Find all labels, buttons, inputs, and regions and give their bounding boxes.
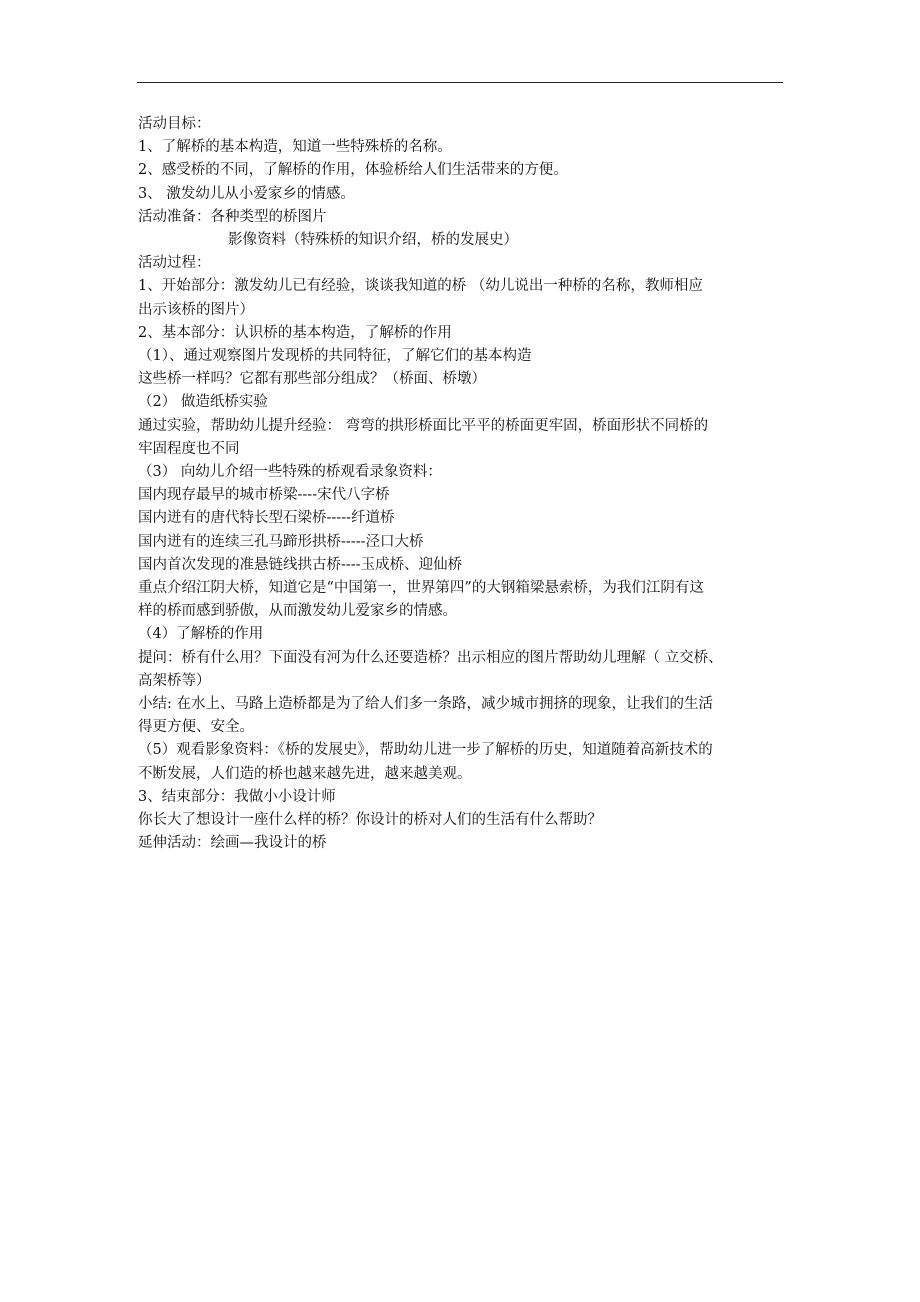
substep-3: （3） 向幼儿介绍一些特殊的桥观看录象资料： — [138, 464, 442, 481]
question-line-1: 提问：桥有什么用？下面没有河为什么还要造桥？出示相应的图片帮助幼儿理解（ 立交桥、 — [138, 649, 723, 666]
process-step-1-line-2: 出示该桥的图片） — [138, 301, 254, 318]
preparation-item-video: 影像资料（特殊桥的知识介绍，桥的发展史） — [228, 232, 518, 249]
section-heading-goals: 活动目标： — [138, 116, 211, 132]
bridge-item-4: 国内首次发现的准悬链线拱古桥----玉成桥、迎仙桥 — [138, 556, 463, 573]
process-step-2: 2、基本部分：认识桥的基本构造，了解桥的作用 — [138, 324, 452, 341]
header-rule — [137, 82, 783, 83]
jiangyin-bridge-line-2: 样的桥而感到骄傲，从而激发幼儿爱家乡的情感。 — [138, 603, 457, 620]
process-step-1-line-1: 1、开始部分：激发幼儿已有经验，谈谈我知道的桥 （幼儿说出一种桥的名称，教师相应 — [138, 278, 703, 295]
summary-line-1: 小结: 在水上、马路上造桥都是为了给人们多一条路，减少城市拥挤的现象，让我们的生活 — [138, 696, 713, 713]
substep-2-text-line-1: 通过实验，帮助幼儿提升经验： 弯弯的拱形桥面比平平的桥面更牢固，桥面形状不同桥的 — [138, 417, 709, 434]
design-question: 你长大了想设计一座什么样的桥？你设计的桥对人们的生活有什么帮助？ — [138, 812, 602, 829]
goal-item-3: 3、 激发幼儿从小爱家乡的情感。 — [138, 185, 355, 202]
substep-5-line-1: （5）观看影象资料：《桥的发展史》，帮助幼儿进一步了解桥的历史，知道随着高新技术的 — [138, 742, 713, 759]
summary-line-2: 得更方便、安全。 — [138, 719, 254, 736]
goal-item-1: 1、了解桥的基本构造，知道一些特殊桥的名称。 — [138, 139, 452, 156]
substep-1-question: 这些桥一样吗？它都有那些部分组成？（桥面、桥墩） — [138, 371, 486, 388]
bridge-item-3: 国内迸有的连续三孔马蹄形拱桥-----泾口大桥 — [138, 533, 424, 550]
section-heading-process: 活动过程： — [138, 255, 211, 272]
question-line-2: 高架桥等） — [138, 672, 211, 689]
jiangyin-bridge-line-1: 重点介绍江阴大桥，知道它是“中国第一，世界第四”的大钢箱梁悬索桥，为我们江阴有这 — [138, 580, 704, 597]
substep-4: （4）了解桥的作用 — [138, 626, 264, 643]
substep-2: （2） 做造纸桥实验 — [138, 394, 268, 411]
bridge-item-1: 国内现存最早的城市桥梁----宋代八字桥 — [138, 487, 390, 504]
section-heading-preparation: 活动准备：各种类型的桥图片 — [138, 208, 327, 225]
substep-5-line-2: 不断发展，人们造的桥也越来越先进，越来越美观。 — [138, 765, 472, 782]
substep-1: （1）、通过观察图片发现桥的共同特征，了解它们的基本构造 — [138, 348, 532, 365]
process-step-3: 3、结束部分：我做小小设计师 — [138, 788, 336, 805]
document-body — [138, 113, 788, 856]
bridge-item-2: 国内迸有的唐代特长型石梁桥-----纤道桥 — [138, 510, 395, 527]
extension-activity: 延伸活动：绘画—我设计的桥 — [138, 835, 327, 852]
goal-item-2: 2、感受桥的不同，了解桥的作用，体验桥给人们生活带来的方便。 — [138, 162, 568, 179]
substep-2-text-line-2: 牢固程度也不同 — [138, 440, 240, 457]
